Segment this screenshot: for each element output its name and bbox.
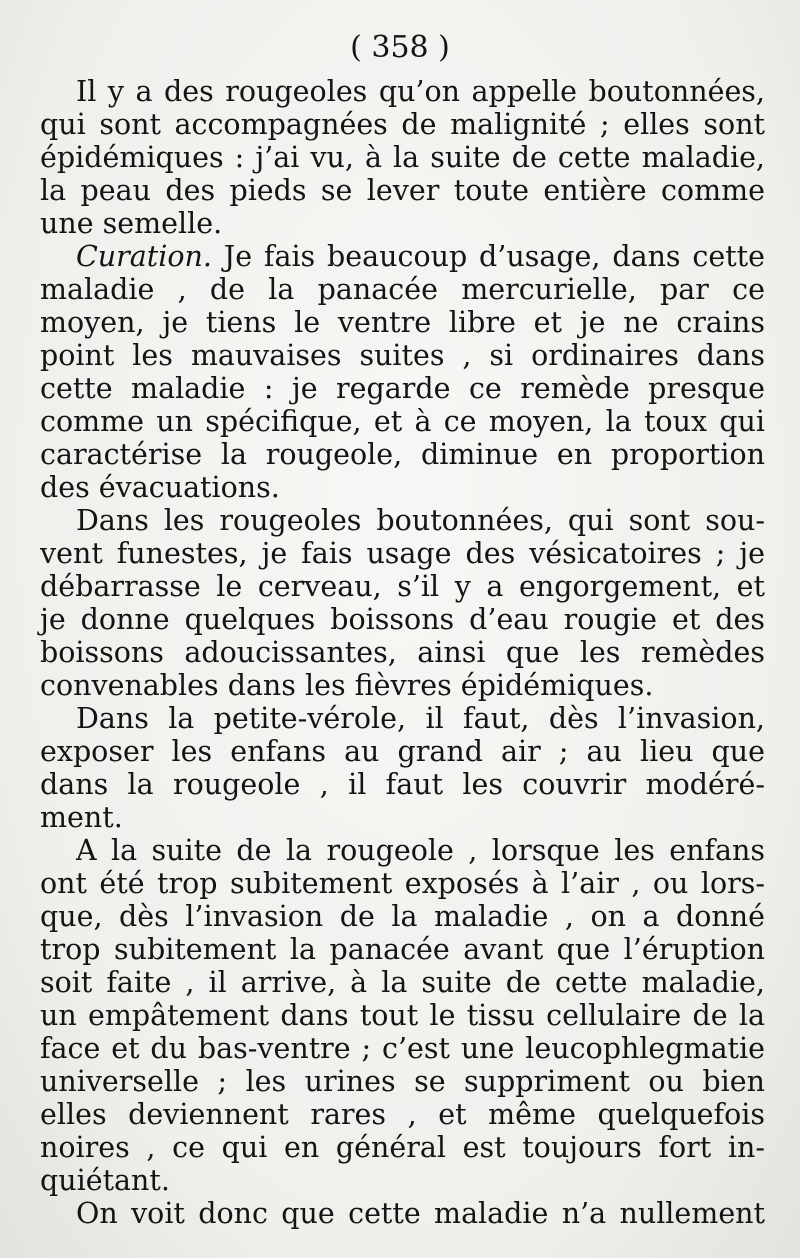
text-line: exposer les enfans au grand air ; au lieu que (40, 735, 765, 768)
text-line: épidémiques : j’ai vu, à la suite de cette maladie, (40, 141, 765, 174)
text-line: vent funestes, je fais usage des vésicatoires ; je (40, 537, 765, 570)
text-line: noires , ce qui en général est toujours fort in- (40, 1131, 765, 1164)
text-line: je donne quelques boissons d’eau rougie et des (40, 603, 765, 636)
text-line: ment. (40, 801, 123, 834)
text-line: ont été trop subitement exposés à l’air , ou lors- (40, 867, 765, 900)
text-line: convenables dans les fièvres épidémiques. (40, 669, 654, 702)
text-line: point les mauvaises suites , si ordinaires dans (40, 339, 765, 372)
text-line: moyen, je tiens le ventre libre et je ne crains (40, 306, 765, 339)
text-line: maladie , de la panacée mercurielle, par ce (40, 273, 765, 306)
text-line: A la suite de la rougeole , lorsque les enfans (76, 834, 765, 867)
text-line: universelle ; les urines se suppriment ou bien (40, 1065, 765, 1098)
text-line: trop subitement la panacée avant que l’éruption (40, 933, 765, 966)
text-line: une semelle. (40, 207, 223, 240)
text-line: dans la rougeole , il faut les couvrir modéré- (40, 768, 765, 801)
text-line: boissons adoucissantes, ainsi que les remèdes (40, 636, 765, 669)
italic-heading: Curation. (76, 240, 212, 273)
text-line: Dans la petite-vérole, il faut, dès l’invasion, (76, 702, 765, 735)
text-line: débarrasse le cerveau, s’il y a engorgement, et (40, 570, 765, 603)
paragraph (40, 1197, 765, 1230)
text-line: On voit donc que cette maladie n’a nullement (76, 1197, 765, 1230)
text-line (40, 240, 765, 273)
body-text (40, 75, 765, 1230)
text-line: des évacuations. (40, 471, 280, 504)
paragraph (40, 834, 765, 1197)
text-line: un empâtement dans tout le tissu cellulaire de la (40, 999, 765, 1032)
text-line: elles deviennent rares , et même quelquefois (40, 1098, 765, 1131)
paragraph (40, 504, 765, 702)
paragraph (40, 240, 765, 504)
text-line: Dans les rougeoles boutonnées, qui sont sou- (76, 504, 765, 537)
paragraph (40, 702, 765, 834)
text-line: la peau des pieds se lever toute entière comme (40, 174, 765, 207)
text-fragment: Je fais beaucoup d’usage, dans cette (211, 240, 765, 273)
text-line: comme un spécifique, et à ce moyen, la toux qui (40, 405, 765, 438)
text-line: soit faite , il arrive, à la suite de cette maladie, (40, 966, 765, 999)
text-line: qui sont accompagnées de malignité ; elles sont (40, 108, 765, 141)
paragraph (40, 75, 765, 240)
text-line: face et du bas-ventre ; c’est une leucophlegmatie (40, 1032, 765, 1065)
text-line: que, dès l’invasion de la maladie , on a donné (40, 900, 765, 933)
text-line: Il y a des rougeoles qu’on appelle boutonnées, (76, 75, 765, 108)
text-line: caractérise la rougeole, diminue en proportion (40, 438, 765, 471)
text-line: cette maladie : je regarde ce remède presque (40, 372, 765, 405)
text-line: quiétant. (40, 1164, 170, 1197)
page-number: ( 358 ) (350, 30, 450, 65)
